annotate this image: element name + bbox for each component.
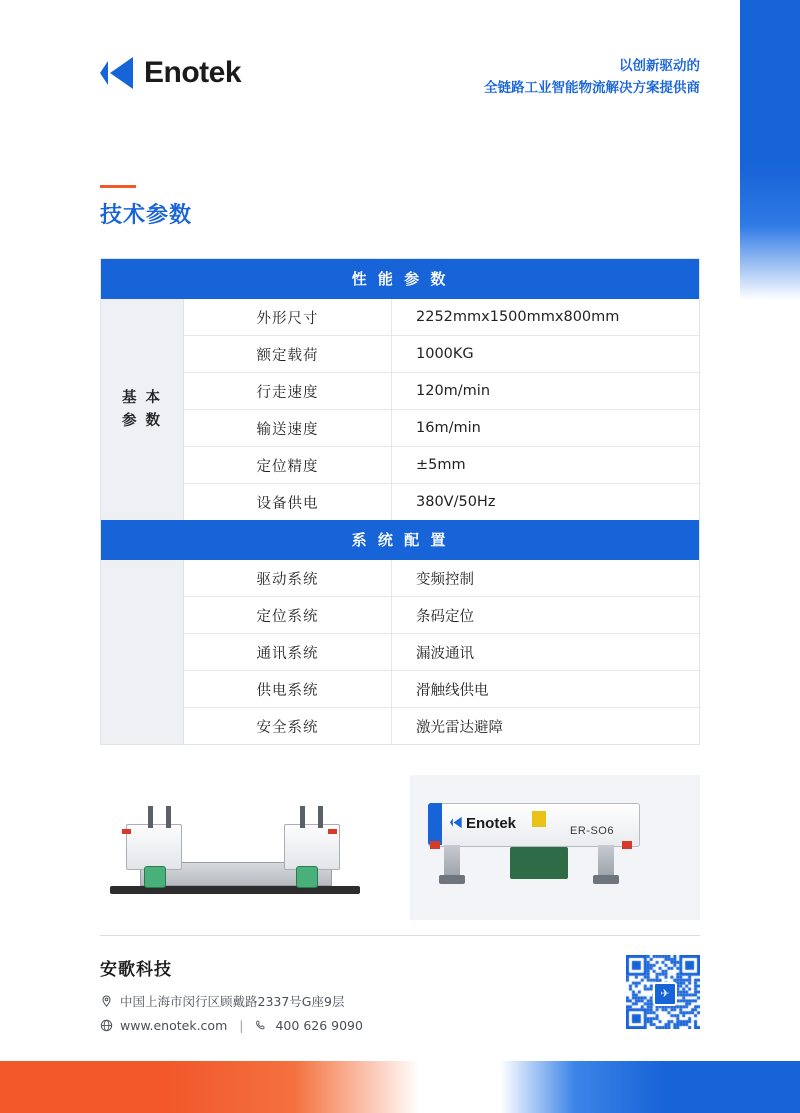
row-key: 通讯系统: [184, 634, 392, 670]
company-phone: 400 626 9090: [275, 1018, 363, 1033]
row-value: ±5mm: [416, 457, 466, 473]
agv-foot: [439, 875, 465, 884]
group-label-line-1: 基 本: [121, 390, 163, 407]
agv-post: [148, 806, 153, 828]
brand-logo: [100, 55, 241, 91]
product-photos: [100, 775, 700, 920]
footer-web-phone-line: [100, 1018, 363, 1033]
row-key: 输送速度: [184, 410, 392, 446]
table-row: [184, 560, 699, 597]
row-value: 变频控制: [416, 571, 474, 588]
table-row: [184, 708, 699, 744]
row-value: 激光雷达避障: [416, 719, 503, 736]
agv-drive-unit: [144, 866, 166, 888]
row-key: 设备供电: [184, 484, 392, 520]
spec-table: [100, 258, 700, 745]
page-header: [100, 55, 700, 100]
table-group-basic: [101, 299, 699, 520]
agv-sensor: [532, 811, 546, 827]
location-pin-icon: [100, 995, 113, 1008]
agv-brand-logo: [450, 815, 516, 832]
phone-icon: [255, 1019, 268, 1032]
table-rows-basic: [184, 299, 699, 520]
agv-leg: [598, 845, 614, 879]
table-row: [184, 634, 699, 671]
agv-cabinet-left: [126, 824, 182, 870]
decor-right-white-gap: [732, 0, 740, 180]
agv-post: [300, 806, 305, 828]
header-slogan: [484, 55, 700, 100]
footer-divider: [100, 935, 700, 936]
agv-perspective-view: [410, 775, 700, 920]
row-value: 16m/min: [416, 420, 481, 436]
agv-post: [166, 806, 171, 828]
company-website[interactable]: www.enotek.com: [120, 1018, 228, 1033]
row-key: 定位系统: [184, 597, 392, 633]
row-value: 1000KG: [416, 346, 474, 362]
row-key: 行走速度: [184, 373, 392, 409]
table-row: [184, 336, 699, 373]
agv-side-view: [100, 775, 390, 920]
agv-leg: [444, 845, 460, 879]
agv-drive-unit: [296, 866, 318, 888]
row-value: 滑触线供电: [416, 682, 489, 699]
row-key: 外形尺寸: [184, 299, 392, 335]
row-key: 额定载荷: [184, 336, 392, 372]
row-value: 120m/min: [416, 383, 491, 399]
table-row: [184, 597, 699, 634]
agv-indicator: [430, 841, 440, 849]
agv-indicator: [622, 841, 632, 849]
enotek-arrow-icon: [450, 816, 462, 829]
table-row: [184, 299, 699, 336]
footer-contact: [100, 955, 363, 1033]
wechat-qr-code[interactable]: [626, 955, 700, 1029]
table-row: [184, 447, 699, 484]
table-row: [184, 484, 699, 520]
enotek-arrow-icon: [100, 55, 134, 91]
slogan-line-1: 以创新驱动的: [619, 58, 700, 74]
decor-right-blue-bar: [740, 0, 800, 300]
page-title: 技术参数: [100, 203, 193, 228]
agv-indicator: [122, 829, 131, 834]
section-accent-rule: [100, 185, 136, 188]
table-row: [184, 671, 699, 708]
agv-foot: [593, 875, 619, 884]
decor-bottom-blue-bar: [500, 1061, 800, 1113]
table-group-system: [101, 560, 699, 744]
row-value: 漏波通讯: [416, 645, 474, 662]
footer-separator: |: [239, 1018, 244, 1033]
agv-blue-panel: [428, 803, 442, 845]
agv-brand-name: Enotek: [466, 815, 517, 832]
table-band-system: 系 统 配 置: [101, 520, 699, 560]
agv-model-label: ER-SO6: [570, 825, 614, 837]
company-name: 安歌科技: [100, 960, 172, 980]
agv-post: [318, 806, 323, 828]
row-key: 安全系统: [184, 708, 392, 744]
table-row: [184, 373, 699, 410]
group-label-basic: [101, 299, 184, 520]
decor-bottom-orange-bar: [0, 1061, 420, 1113]
wechat-badge-icon: ✈: [653, 982, 677, 1006]
row-key: 驱动系统: [184, 560, 392, 596]
brand-name: Enotek: [144, 56, 242, 89]
slogan-line-2: 全链路工业智能物流解决方案提供商: [484, 80, 700, 97]
row-value: 380V/50Hz: [416, 494, 496, 510]
row-key: 定位精度: [184, 447, 392, 483]
globe-icon: [100, 1019, 113, 1032]
group-label-system-spacer: [101, 560, 184, 744]
row-value: 2252mmx1500mmx800mm: [416, 309, 620, 325]
table-rows-system: [184, 560, 699, 744]
row-key: 供电系统: [184, 671, 392, 707]
page-footer: [100, 955, 700, 1033]
agv-chassis-unit: [510, 847, 568, 879]
table-row: [184, 410, 699, 447]
agv-indicator: [328, 829, 337, 834]
row-value: 条码定位: [416, 608, 474, 625]
company-address: 中国上海市闵行区顾戴路2337号G座9层: [120, 994, 345, 1009]
group-label-line-2: 参 数: [121, 412, 163, 429]
footer-address-line: [100, 992, 363, 1010]
table-band-performance: 性 能 参 数: [101, 259, 699, 299]
